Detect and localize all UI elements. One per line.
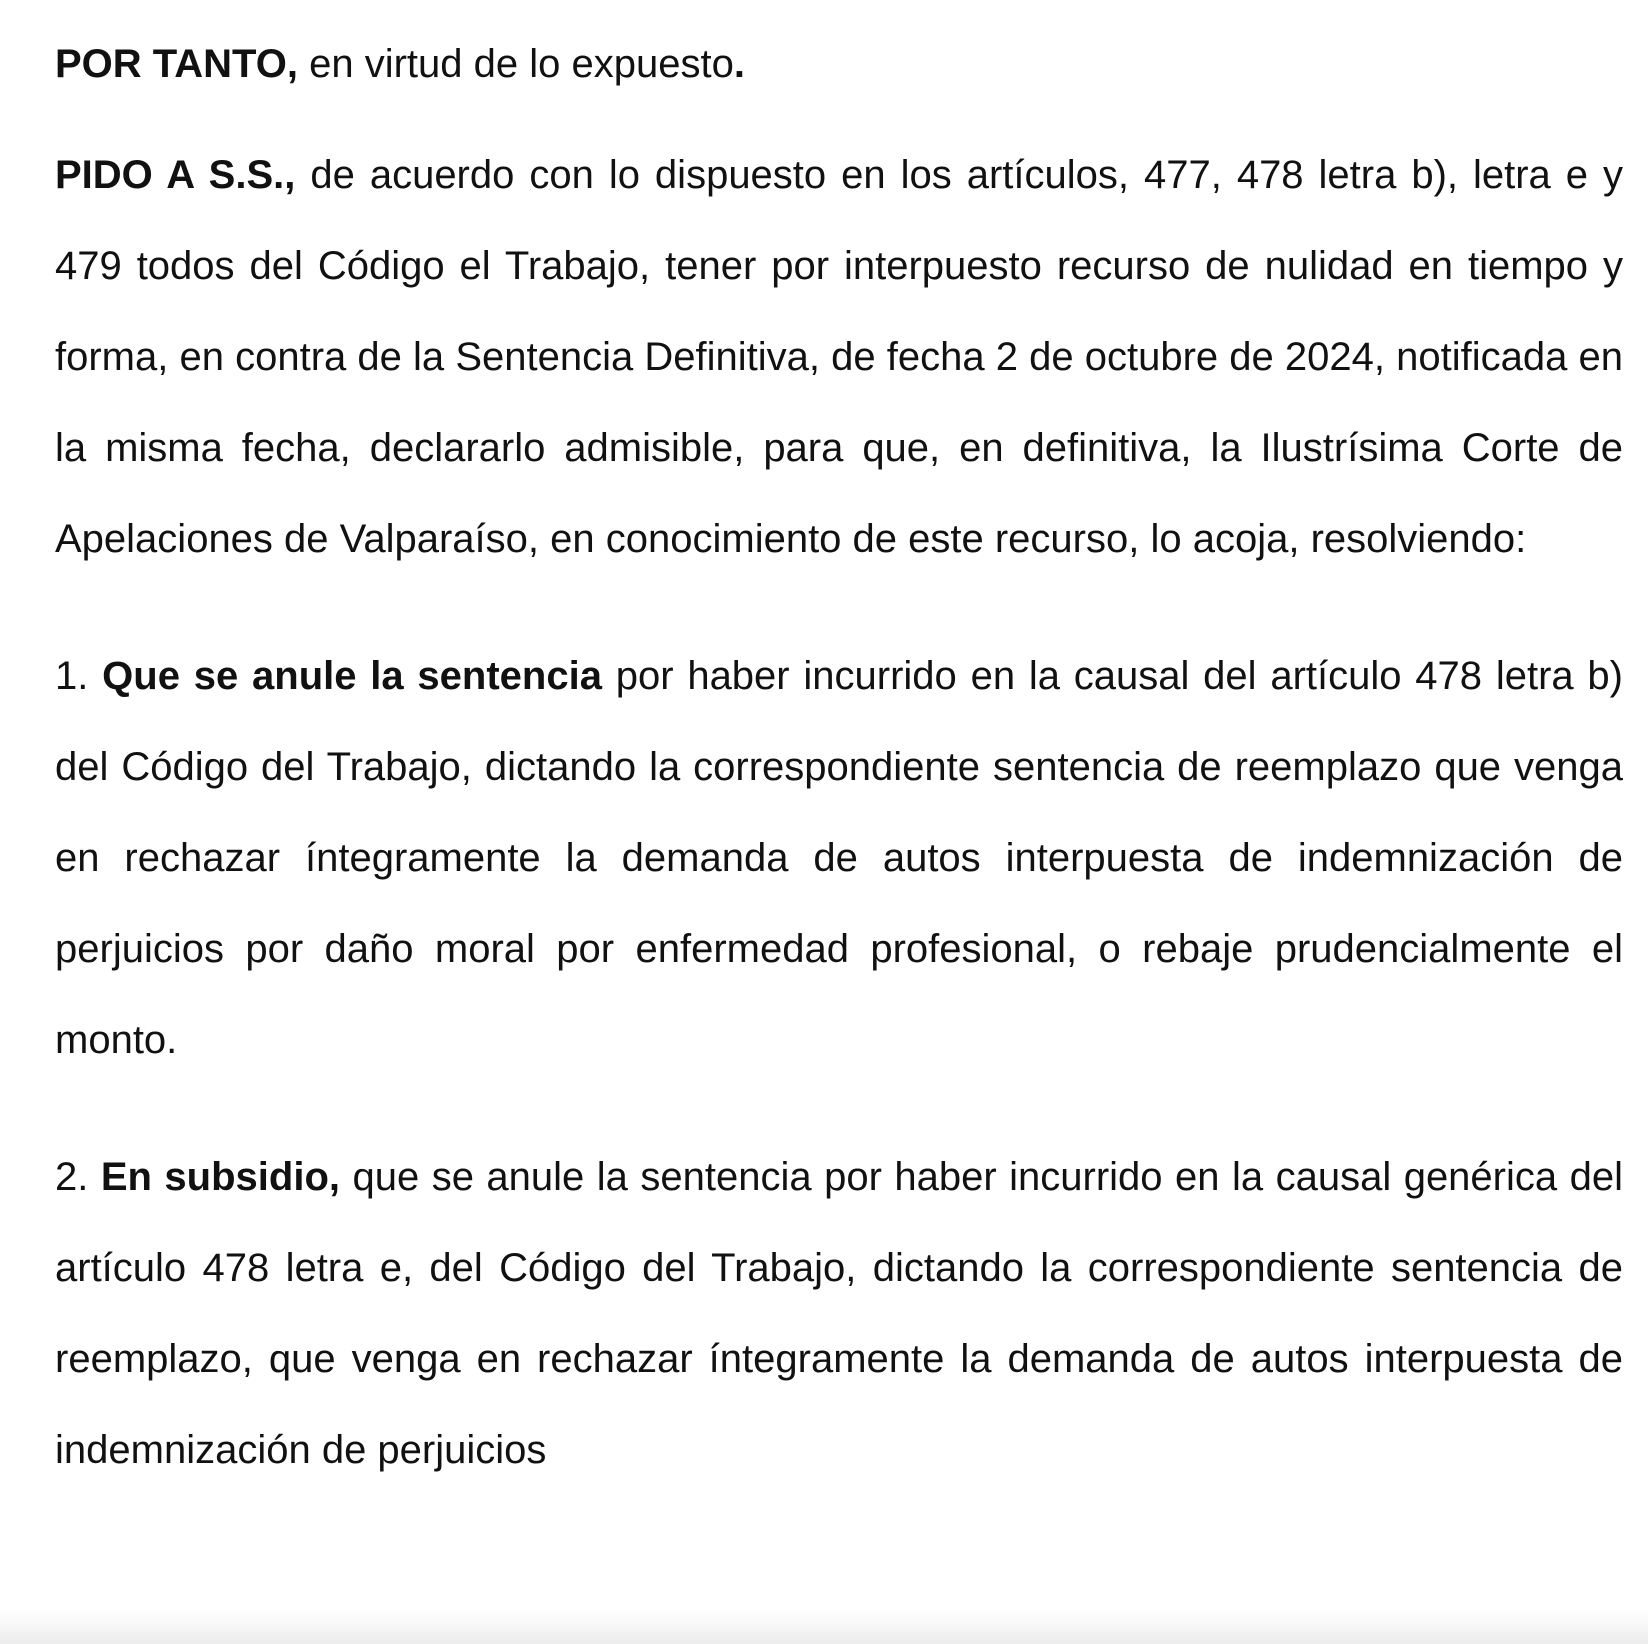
por-tanto-period: .	[733, 42, 745, 86]
pido-heading: PIDO A S.S.,	[55, 153, 296, 197]
paragraph-request-1	[55, 631, 1623, 1086]
request-2-heading: En subsidio,	[100, 1155, 340, 1199]
request-2-text: que se anule la sentencia por haber incurrido en la causal genérica del artículo 478 letra e, del Código del Trabajo, dictando la correspondiente sentencia de reemplazo, que venga en rechazar íntegramente la demanda de autos interpuesta de indemnización de perjuicios	[55, 1155, 1623, 1472]
por-tanto-text: en virtud de lo expuesto	[297, 42, 734, 86]
paragraph-por-tanto	[55, 28, 1623, 100]
request-1-number: 1.	[55, 654, 103, 698]
por-tanto-heading: POR TANTO,	[55, 42, 298, 86]
request-1-text: por haber incurrido en la causal del artículo 478 letra b) del Código del Trabajo, dictando la correspondiente sentencia de reemplazo que venga en rechazar íntegramente la demanda de autos interpuesta de indemnización de perjuicios por daño moral por enfermedad profesional, o rebaje prudencialmente el monto.	[55, 654, 1623, 1062]
document-page	[55, 28, 1623, 1496]
request-2-number: 2.	[55, 1155, 101, 1199]
page-bottom-shadow	[0, 1610, 1648, 1644]
paragraph-request-2	[55, 1132, 1623, 1496]
pido-text: de acuerdo con lo dispuesto en los artículos, 477, 478 letra b), letra e y 479 todos del Código el Trabajo, tener por interpuesto recurso de nulidad en tiempo y forma, en contra de la Sentencia Definitiva, de fecha 2 de octubre de 2024, notificada en la misma fecha, declararlo admisible, para que, en definitiva, la Ilustrísima Corte de Apelaciones de Valparaíso, en conocimiento de este recurso, lo acoja, resolviendo:	[55, 153, 1623, 561]
request-1-heading: Que se anule la sentencia	[102, 654, 602, 698]
paragraph-pido	[55, 130, 1623, 585]
